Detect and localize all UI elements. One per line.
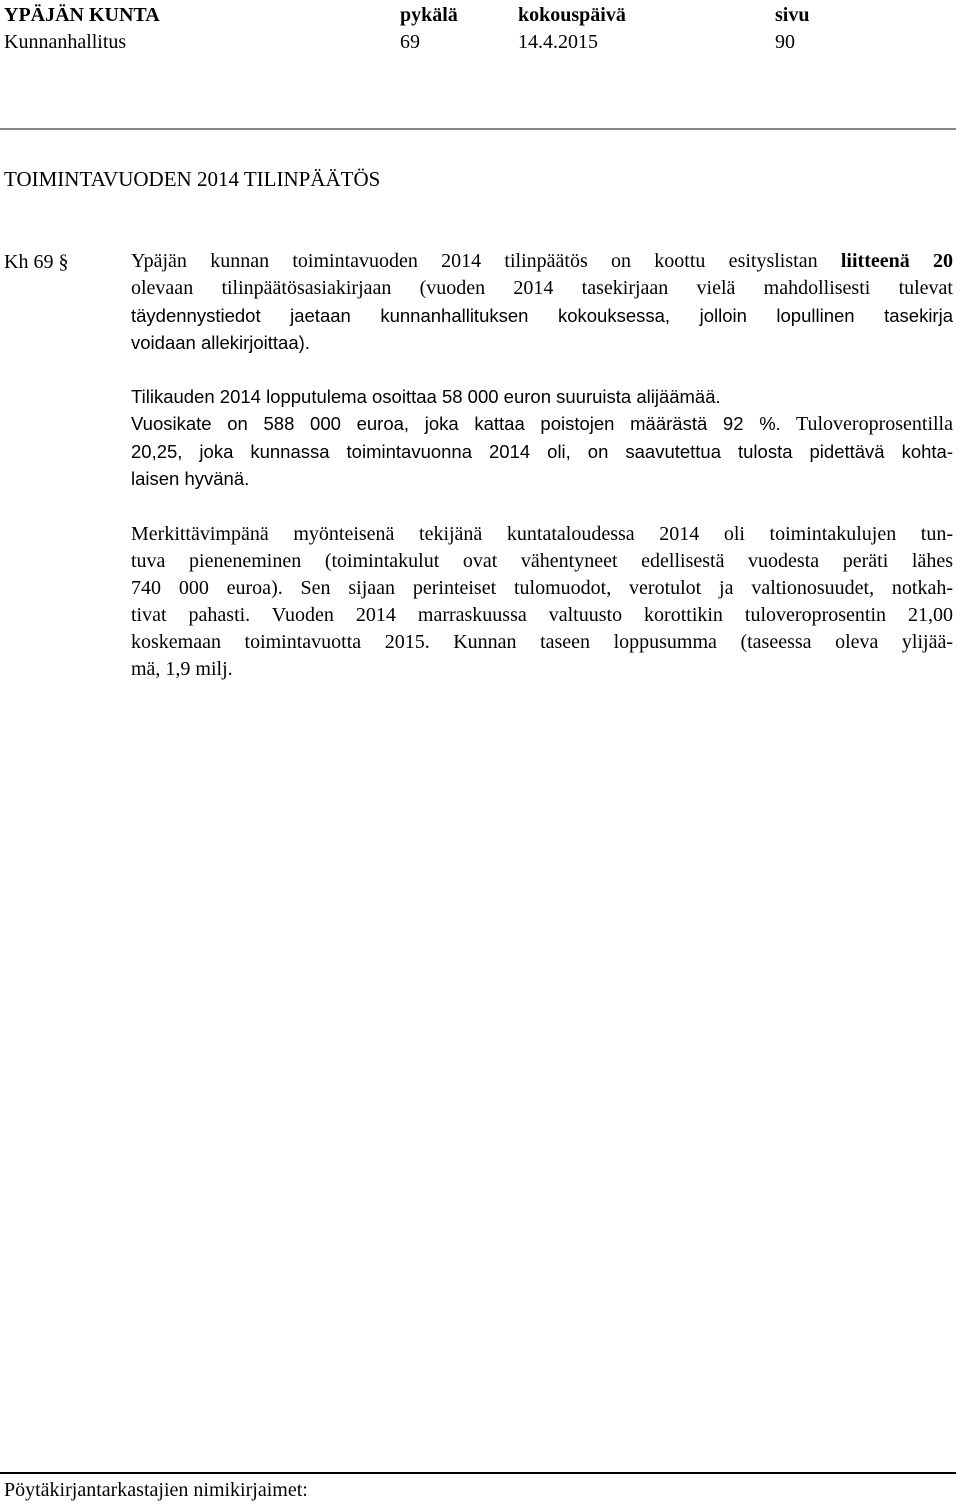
paragraph-1-line-1: [131, 248, 953, 275]
paragraph-3-line-3: 740 000 euroa). Sen sijaan perinteiset tulomuodot, verotulot ja valtionosuudet, notkah-: [131, 577, 953, 599]
paragraph-2: [131, 383, 953, 492]
signature-initials-label: Pöytäkirjantarkastajien nimikirjaimet:: [4, 1479, 308, 1501]
meeting-date-label: kokouspäivä: [518, 4, 626, 26]
page-label: sivu: [775, 4, 810, 26]
paragraph-3-line-1: Merkittävimpänä myönteisenä tekijänä kuntataloudessa 2014 oli toimintakulujen tun-: [131, 523, 953, 545]
paragraph-1: [131, 248, 953, 356]
paragraph-2-line-1: Tilikauden 2014 lopputulema osoittaa 58 000 euron suuruista alijäämää.: [131, 386, 721, 407]
meeting-date: 14.4.2015: [518, 31, 598, 53]
paragraph-3-line-2: tuva pieneneminen (toimintakulut ovat vähentyneet edellisestä vuodesta peräti lähes: [131, 550, 953, 572]
section-label: pykälä: [400, 4, 458, 26]
attachment-reference: liitteenä 20: [840, 250, 954, 272]
section-number: 69: [400, 31, 420, 53]
header-divider: [0, 128, 956, 130]
paragraph-1-line-2: olevaan tilinpäätösasiakirjaan (vuoden 2014 tasekirjaan vielä mahdollisesti tulevat: [131, 277, 953, 299]
page-number: 90: [775, 31, 795, 53]
paragraph-1-line-3: täydennystiedot jaetaan kunnanhallituksen kokouksessa, jolloin lopullinen tasekirja: [131, 305, 953, 326]
paragraph-3-line-6: mä, 1,9 milj.: [131, 658, 233, 680]
paragraph-2-line-3: 20,25, joka kunnassa toimintavuonna 2014 oli, on saavutettua tulosta pidettävä kohta-: [131, 441, 953, 462]
municipality-name: YPÄJÄN KUNTA: [4, 4, 160, 26]
paragraph-2-line-2: [131, 410, 953, 438]
paragraph-2-line-4: laisen hyvänä.: [131, 468, 250, 489]
footer-divider: [0, 1472, 956, 1474]
paragraph-2-line-2-a: Vuosikate on 588 000 euroa, joka kattaa poistojen määrästä 92 %.: [131, 413, 781, 434]
governing-body: Kunnanhallitus: [4, 31, 127, 53]
paragraph-2-line-2-b: Tuloveroprosentilla: [780, 413, 953, 435]
item-label: Kh 69 §: [4, 251, 69, 273]
paragraph-3-line-4: tivat pahasti. Vuoden 2014 marraskuussa valtuusto korottikin tuloveroprosentin 21,00: [131, 604, 953, 626]
paragraph-1-line-4: voidaan allekirjoittaa).: [131, 332, 310, 353]
paragraph-3: [131, 521, 953, 683]
document-title: TOIMINTAVUODEN 2014 TILINPÄÄTÖS: [4, 167, 381, 191]
paragraph-1-line-1-text: Ypäjän kunnan toimintavuoden 2014 tilinpäätös on koottu esityslistan: [131, 250, 841, 272]
paragraph-3-line-5: koskemaan toimintavuotta 2015. Kunnan taseen loppusumma (taseessa oleva ylijää-: [131, 631, 953, 653]
